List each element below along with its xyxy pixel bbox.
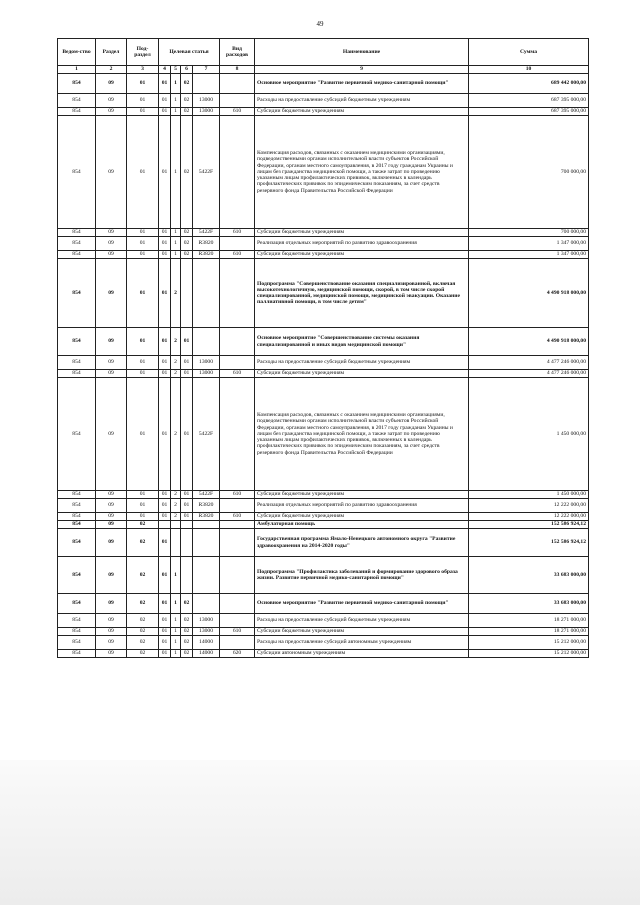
- cell-expense-type: [220, 557, 255, 594]
- cell-target-code: [193, 259, 220, 328]
- cell-podrazdel: 02: [127, 557, 159, 594]
- cell-sum: 689 442 000,00: [469, 74, 589, 94]
- cell-name: Компенсация расходов, связанных с оказанием медицинскими организациями, подведомственными органам исполнительной власти субъектов Российской Федерации, органам местного самоуправления, в 2017 году гражданам Украины и лицам без гражданства медицинской помощи, а также затрат по проведению указанным лицам профилактических прививок, включенных в календарь профилактических прививок по эпидемическим показаниям, за счет средств резервного фонда Правительства Российской Федерации: [255, 378, 469, 491]
- cell-sum: 33 683 000,00: [469, 557, 589, 594]
- cell-target-3: [181, 521, 193, 529]
- cell-podrazdel: 01: [127, 259, 159, 328]
- cell-expense-type: [220, 237, 255, 251]
- cell-razdel: 09: [96, 628, 127, 636]
- col-number: 8: [220, 66, 255, 74]
- cell-podrazdel: 02: [127, 529, 159, 557]
- cell-target-1: [159, 521, 171, 529]
- cell-sum: 4 490 918 000,00: [469, 259, 589, 328]
- cell-ved: 854: [58, 229, 96, 237]
- cell-ved: 854: [58, 251, 96, 259]
- cell-target-3: 01: [181, 356, 193, 370]
- col-number: 4: [159, 66, 171, 74]
- cell-target-3: 01: [181, 491, 193, 499]
- header-ved: Ведом-ство: [58, 39, 96, 66]
- cell-ved: 854: [58, 94, 96, 108]
- cell-sum: 152 586 924,12: [469, 521, 589, 529]
- cell-target-1: 01: [159, 259, 171, 328]
- cell-target-3: 01: [181, 378, 193, 491]
- cell-expense-type: 610: [220, 251, 255, 259]
- cell-sum: 15 212 000,00: [469, 650, 589, 658]
- cell-target-1: 01: [159, 636, 171, 650]
- cell-podrazdel: 02: [127, 636, 159, 650]
- cell-sum: 700 000,00: [469, 116, 589, 229]
- cell-ved: 854: [58, 356, 96, 370]
- cell-expense-type: 610: [220, 513, 255, 521]
- cell-ved: 854: [58, 74, 96, 94]
- cell-target-3: 02: [181, 636, 193, 650]
- cell-sum: 1 450 000,00: [469, 491, 589, 499]
- cell-ved: 854: [58, 628, 96, 636]
- cell-target-code: [193, 328, 220, 356]
- cell-target-3: [181, 529, 193, 557]
- header-target-article: Целевая статья: [159, 39, 220, 66]
- cell-target-2: 2: [171, 491, 181, 499]
- cell-name: Субсидии бюджетным учреждениям: [255, 513, 469, 521]
- cell-target-2: 1: [171, 74, 181, 94]
- cell-target-2: 1: [171, 108, 181, 116]
- cell-name: Субсидии бюджетным учреждениям: [255, 108, 469, 116]
- cell-razdel: 09: [96, 491, 127, 499]
- col-number: 3: [127, 66, 159, 74]
- cell-name: Субсидии бюджетным учреждениям: [255, 229, 469, 237]
- cell-podrazdel: 02: [127, 628, 159, 636]
- cell-name: Субсидии автономным учреждениям: [255, 650, 469, 658]
- cell-target-1: 01: [159, 237, 171, 251]
- cell-expense-type: [220, 529, 255, 557]
- cell-podrazdel: 01: [127, 356, 159, 370]
- cell-target-2: 1: [171, 628, 181, 636]
- cell-target-2: 1: [171, 251, 181, 259]
- cell-sum: 1 450 000,00: [469, 378, 589, 491]
- cell-sum: 12 222 000,00: [469, 499, 589, 513]
- cell-target-3: [181, 259, 193, 328]
- col-number: 7: [193, 66, 220, 74]
- cell-target-code: R3820: [193, 251, 220, 259]
- cell-sum: 4 490 918 000,00: [469, 328, 589, 356]
- cell-expense-type: [220, 259, 255, 328]
- table-row: [58, 491, 589, 499]
- cell-razdel: 09: [96, 370, 127, 378]
- cell-razdel: 09: [96, 521, 127, 529]
- cell-target-2: 1: [171, 594, 181, 614]
- cell-expense-type: [220, 74, 255, 94]
- cell-podrazdel: 01: [127, 229, 159, 237]
- cell-podrazdel: 02: [127, 614, 159, 628]
- cell-podrazdel: 01: [127, 499, 159, 513]
- cell-razdel: 09: [96, 513, 127, 521]
- cell-ved: 854: [58, 513, 96, 521]
- cell-expense-type: [220, 116, 255, 229]
- cell-ved: 854: [58, 378, 96, 491]
- col-number: 9: [255, 66, 469, 74]
- cell-target-3: 02: [181, 116, 193, 229]
- cell-name: Субсидии бюджетным учреждениям: [255, 251, 469, 259]
- cell-target-2: 2: [171, 356, 181, 370]
- col-number: 6: [181, 66, 193, 74]
- table-body: [58, 74, 589, 658]
- cell-name: Расходы на предоставление субсидий автономным учреждениям: [255, 636, 469, 650]
- cell-expense-type: [220, 356, 255, 370]
- cell-target-2: [171, 521, 181, 529]
- cell-razdel: 09: [96, 237, 127, 251]
- table-row: [58, 237, 589, 251]
- cell-razdel: 09: [96, 636, 127, 650]
- cell-expense-type: [220, 378, 255, 491]
- cell-expense-type: [220, 499, 255, 513]
- scan-background: [0, 760, 640, 905]
- cell-expense-type: [220, 594, 255, 614]
- page-number: 49: [316, 20, 324, 28]
- cell-sum: 33 683 000,00: [469, 594, 589, 614]
- cell-target-code: 5422F: [193, 116, 220, 229]
- cell-expense-type: 610: [220, 370, 255, 378]
- cell-target-3: [181, 557, 193, 594]
- cell-target-3: 02: [181, 74, 193, 94]
- header-expense-type: Вид расходов: [220, 39, 255, 66]
- cell-target-code: [193, 74, 220, 94]
- table-row: [58, 594, 589, 614]
- cell-ved: 854: [58, 594, 96, 614]
- cell-ved: 854: [58, 116, 96, 229]
- cell-razdel: 09: [96, 557, 127, 594]
- cell-podrazdel: 01: [127, 237, 159, 251]
- table-row: [58, 370, 589, 378]
- cell-podrazdel: 01: [127, 370, 159, 378]
- cell-name: Реализация отдельных мероприятий по развитию здравоохранения: [255, 499, 469, 513]
- cell-target-2: 1: [171, 229, 181, 237]
- cell-podrazdel: 02: [127, 650, 159, 658]
- col-number: 2: [96, 66, 127, 74]
- cell-target-code: 13000: [193, 94, 220, 108]
- cell-target-2: 1: [171, 237, 181, 251]
- col-number: 1: [58, 66, 96, 74]
- cell-ved: 854: [58, 529, 96, 557]
- table-row: [58, 378, 589, 491]
- cell-target-code: 14000: [193, 636, 220, 650]
- cell-podrazdel: 01: [127, 328, 159, 356]
- cell-target-code: 13000: [193, 356, 220, 370]
- cell-target-3: 02: [181, 108, 193, 116]
- cell-target-1: 01: [159, 513, 171, 521]
- table-row: [58, 356, 589, 370]
- cell-ved: 854: [58, 328, 96, 356]
- cell-sum: 18 271 000,00: [469, 628, 589, 636]
- cell-expense-type: 610: [220, 491, 255, 499]
- cell-target-code: R3820: [193, 499, 220, 513]
- table-row: [58, 108, 589, 116]
- cell-target-code: 13000: [193, 108, 220, 116]
- cell-target-2: 2: [171, 370, 181, 378]
- cell-name: Подпрограмма "Совершенствование оказания специализированной, включая высокотехнологичную, медицинской помощи, скорой, в том числе скорой специализированной, медицинской помощи, медицинской эвакуации. Оказание паллиативной помощи, в том числе детям": [255, 259, 469, 328]
- cell-sum: 687 395 000,00: [469, 108, 589, 116]
- cell-razdel: 09: [96, 74, 127, 94]
- header-row: [58, 39, 589, 66]
- cell-target-code: 5422F: [193, 491, 220, 499]
- cell-target-2: 1: [171, 636, 181, 650]
- cell-target-1: 01: [159, 594, 171, 614]
- cell-target-3: 01: [181, 499, 193, 513]
- cell-podrazdel: 01: [127, 74, 159, 94]
- cell-target-2: 1: [171, 650, 181, 658]
- cell-target-code: 13000: [193, 628, 220, 636]
- col-number: 10: [469, 66, 589, 74]
- cell-name: Субсидии бюджетным учреждениям: [255, 370, 469, 378]
- cell-ved: 854: [58, 108, 96, 116]
- cell-name: Расходы на предоставление субсидий бюджетным учреждениям: [255, 94, 469, 108]
- cell-target-1: 01: [159, 370, 171, 378]
- cell-ved: 854: [58, 491, 96, 499]
- cell-podrazdel: 01: [127, 491, 159, 499]
- cell-expense-type: 610: [220, 229, 255, 237]
- cell-name: Основное мероприятие "Развитие первичной медико-санитарной помощи": [255, 74, 469, 94]
- table-row: [58, 229, 589, 237]
- cell-target-1: 01: [159, 378, 171, 491]
- table-row: [58, 557, 589, 594]
- header-name: Наименование: [255, 39, 469, 66]
- cell-name: Амбулаторная помощь: [255, 521, 469, 529]
- cell-target-3: 01: [181, 328, 193, 356]
- cell-name: Государственная программа Ямало-Ненецкого автономного округа "Развитие здравоохранения на 2014-2020 годы": [255, 529, 469, 557]
- cell-target-code: [193, 557, 220, 594]
- cell-target-code: 5422F: [193, 378, 220, 491]
- table-row: [58, 94, 589, 108]
- cell-target-code: 13000: [193, 614, 220, 628]
- table-row: [58, 513, 589, 521]
- cell-target-2: 2: [171, 378, 181, 491]
- header-number-row: [58, 66, 589, 74]
- cell-name: Реализация отдельных мероприятий по развитию здравоохранения: [255, 237, 469, 251]
- cell-sum: 152 586 924,12: [469, 529, 589, 557]
- cell-ved: 854: [58, 614, 96, 628]
- table-row: [58, 636, 589, 650]
- cell-name: Субсидии бюджетным учреждениям: [255, 491, 469, 499]
- cell-ved: 854: [58, 259, 96, 328]
- cell-expense-type: [220, 94, 255, 108]
- cell-target-1: 01: [159, 650, 171, 658]
- table-row: [58, 521, 589, 529]
- cell-razdel: 09: [96, 116, 127, 229]
- cell-podrazdel: 01: [127, 378, 159, 491]
- cell-expense-type: 620: [220, 650, 255, 658]
- cell-razdel: 09: [96, 499, 127, 513]
- cell-target-2: 2: [171, 513, 181, 521]
- cell-podrazdel: 01: [127, 116, 159, 229]
- cell-expense-type: [220, 521, 255, 529]
- table-row: [58, 74, 589, 94]
- table-row: [58, 251, 589, 259]
- cell-name: Субсидии бюджетным учреждениям: [255, 628, 469, 636]
- cell-target-1: 01: [159, 116, 171, 229]
- table-row: [58, 328, 589, 356]
- table-row: [58, 116, 589, 229]
- cell-target-2: 1: [171, 614, 181, 628]
- col-number: 5: [171, 66, 181, 74]
- table-row: [58, 650, 589, 658]
- cell-target-1: 01: [159, 108, 171, 116]
- header-razdel: Раздел: [96, 39, 127, 66]
- cell-podrazdel: 01: [127, 251, 159, 259]
- cell-ved: 854: [58, 521, 96, 529]
- cell-ved: 854: [58, 370, 96, 378]
- cell-name: Основное мероприятие "Совершенствование системы оказания специализированной и иных видов медицинской помощи": [255, 328, 469, 356]
- cell-razdel: 09: [96, 614, 127, 628]
- cell-sum: 15 212 000,00: [469, 636, 589, 650]
- cell-target-1: 01: [159, 557, 171, 594]
- cell-target-1: 01: [159, 251, 171, 259]
- cell-target-1: 01: [159, 328, 171, 356]
- header-sum: Сумма: [469, 39, 589, 66]
- header-podrazdel: Под-раздел: [127, 39, 159, 66]
- cell-target-1: 01: [159, 529, 171, 557]
- table-row: [58, 628, 589, 636]
- cell-expense-type: 610: [220, 108, 255, 116]
- cell-ved: 854: [58, 557, 96, 594]
- cell-ved: 854: [58, 499, 96, 513]
- cell-razdel: 09: [96, 356, 127, 370]
- cell-name: Расходы на предоставление субсидий бюджетным учреждениям: [255, 614, 469, 628]
- cell-target-1: 01: [159, 229, 171, 237]
- cell-razdel: 09: [96, 94, 127, 108]
- cell-name: Компенсация расходов, связанных с оказанием медицинскими организациями, подведомственными органам исполнительной власти субъектов Российской Федерации, органам местного самоуправления, в 2017 году гражданам Украины и лицам без гражданства медицинской помощи, а также затрат по проведению указанным лицам профилактических прививок, включенных в календарь профилактических прививок по эпидемическим показаниям, за счет средств резервного фонда Правительства Российской Федерации: [255, 116, 469, 229]
- cell-podrazdel: 01: [127, 94, 159, 108]
- cell-target-3: 02: [181, 614, 193, 628]
- cell-target-3: 02: [181, 94, 193, 108]
- cell-target-2: 2: [171, 259, 181, 328]
- cell-expense-type: [220, 328, 255, 356]
- cell-target-3: 02: [181, 650, 193, 658]
- cell-target-code: R3820: [193, 513, 220, 521]
- cell-target-1: 01: [159, 491, 171, 499]
- cell-sum: 700 000,00: [469, 229, 589, 237]
- cell-target-code: [193, 529, 220, 557]
- cell-target-3: 01: [181, 513, 193, 521]
- cell-razdel: 09: [96, 251, 127, 259]
- cell-target-1: 01: [159, 614, 171, 628]
- cell-target-2: 1: [171, 557, 181, 594]
- cell-target-2: [171, 529, 181, 557]
- cell-target-code: [193, 594, 220, 614]
- cell-podrazdel: 02: [127, 521, 159, 529]
- cell-target-2: 1: [171, 116, 181, 229]
- cell-target-3: 02: [181, 628, 193, 636]
- cell-target-3: 02: [181, 251, 193, 259]
- cell-podrazdel: 01: [127, 108, 159, 116]
- cell-razdel: 09: [96, 328, 127, 356]
- cell-target-3: 02: [181, 229, 193, 237]
- cell-target-1: 01: [159, 628, 171, 636]
- cell-target-3: 02: [181, 237, 193, 251]
- cell-target-code: 5422F: [193, 229, 220, 237]
- cell-target-3: 01: [181, 370, 193, 378]
- cell-sum: 4 477 246 000,00: [469, 370, 589, 378]
- cell-sum: 4 477 246 000,00: [469, 356, 589, 370]
- table-row: [58, 529, 589, 557]
- table-row: [58, 499, 589, 513]
- cell-target-1: 01: [159, 94, 171, 108]
- cell-podrazdel: 01: [127, 513, 159, 521]
- cell-expense-type: [220, 614, 255, 628]
- cell-podrazdel: 02: [127, 594, 159, 614]
- cell-name: Основное мероприятие "Развитие первичной медико-санитарной помощи": [255, 594, 469, 614]
- cell-razdel: 09: [96, 529, 127, 557]
- cell-target-2: 2: [171, 328, 181, 356]
- cell-target-2: 2: [171, 499, 181, 513]
- cell-sum: 1 347 000,00: [469, 237, 589, 251]
- cell-name: Расходы на предоставление субсидий бюджетным учреждениям: [255, 356, 469, 370]
- cell-target-2: 1: [171, 94, 181, 108]
- cell-expense-type: [220, 636, 255, 650]
- cell-target-1: 01: [159, 356, 171, 370]
- cell-name: Подпрограмма "Профилактика заболеваний и формирование здорового образа жизни. Развитие первичной медико-санитарной помощи": [255, 557, 469, 594]
- table-row: [58, 614, 589, 628]
- cell-target-3: 02: [181, 594, 193, 614]
- cell-sum: 1 347 000,00: [469, 251, 589, 259]
- cell-razdel: 09: [96, 378, 127, 491]
- table-row: [58, 259, 589, 328]
- cell-target-code: R3820: [193, 237, 220, 251]
- cell-target-1: 01: [159, 499, 171, 513]
- cell-sum: 687 395 000,00: [469, 94, 589, 108]
- cell-expense-type: 610: [220, 628, 255, 636]
- cell-sum: 12 222 000,00: [469, 513, 589, 521]
- cell-target-1: 01: [159, 74, 171, 94]
- cell-razdel: 09: [96, 594, 127, 614]
- cell-ved: 854: [58, 650, 96, 658]
- cell-target-code: 14000: [193, 650, 220, 658]
- budget-table: [57, 38, 589, 658]
- cell-ved: 854: [58, 237, 96, 251]
- cell-razdel: 09: [96, 108, 127, 116]
- cell-razdel: 09: [96, 259, 127, 328]
- cell-razdel: 09: [96, 229, 127, 237]
- cell-sum: 18 271 000,00: [469, 614, 589, 628]
- cell-target-code: [193, 521, 220, 529]
- cell-target-code: 13000: [193, 370, 220, 378]
- cell-ved: 854: [58, 636, 96, 650]
- cell-razdel: 09: [96, 650, 127, 658]
